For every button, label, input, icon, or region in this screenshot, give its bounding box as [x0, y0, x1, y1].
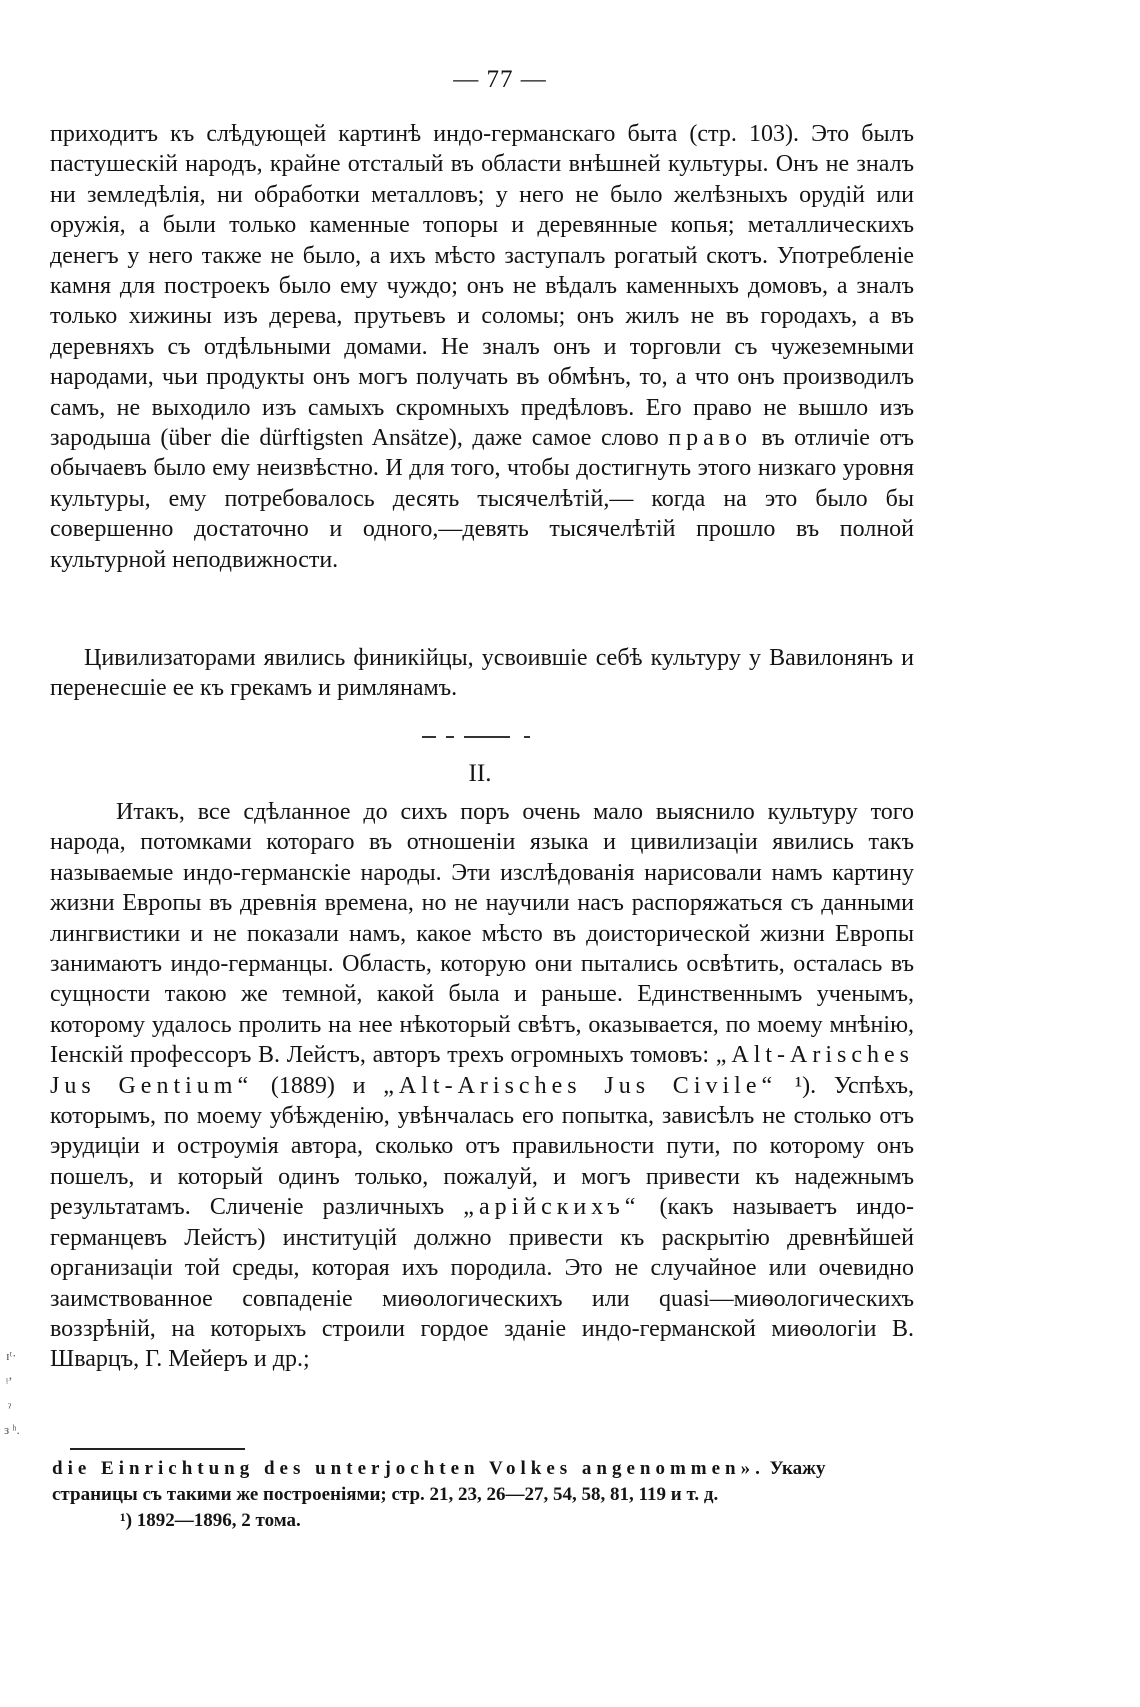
margin-mark: ɪᵗ·	[6, 1348, 17, 1363]
paragraph-3-text-b: Успѣхъ, которымъ, по моему убѣжденію, увѣнчалась его попытка, зависѣлъ не столько отъ эрудиціи и остроумія автора, сколько отъ правильности пути, по которому онъ пошелъ, и который одинъ только, пожалуй, и могъ привести къ надежнымъ результатамъ. Сличеніе различныхъ	[50, 1072, 915, 1221]
footnote-1: ¹) 1892—1896, 2 тома.	[120, 1510, 301, 1531]
spaced-word-pravo: право	[668, 425, 752, 452]
footnote-continuation: Укажу страницы съ такими же построеніями; стр. 21, 23, 26—27, 54, 58, 81, 119 и т. д.	[52, 1458, 826, 1505]
spaced-word-ariyskikh: „арійскихъ“	[463, 1194, 641, 1221]
margin-marks	[0, 1100, 40, 1540]
paragraph-1	[50, 119, 914, 575]
book-title-jus-civile: „Alt-Arisches Jus Civile“	[383, 1072, 778, 1099]
paragraph-1-end: въ отличіе отъ обычаевъ было ему неизвѣстно. И для того, чтобы достигнуть этого низкаго уровня культуры, ему потребовалось десять тысячелѣтій,— когда на это было бы совершенно достаточно и одного,—девять тысячелѣтій прошло въ полной культурной неподвижности.	[50, 425, 915, 573]
footnote-german-quote: die Einrichtung des unterjochten Volkes angenommen».	[52, 1458, 765, 1479]
paragraph-1-text: приходитъ къ слѣдующей картинѣ индо-германскаго быта (стр. 103). Это былъ пастушескій народъ, крайне отсталый въ области внѣшней культуры. Онъ не зналъ ни земледѣлія, ни обработки металловъ; у него не было желѣзныхъ орудій или оружія, а были только каменные топоры и деревянные копья; металлическихъ денегъ у него также не было, а ихъ мѣсто заступалъ рогатый скотъ. Употребленіе камня для построекъ было ему чуждо; онъ не вѣдалъ каменныхъ домовъ, а зналъ только хижины изъ дерева, прутьевъ и соломы; онъ жилъ не въ городахъ, а въ деревняхъ съ отдѣльными домами. Не зналъ онъ и торговли съ чужеземными народами, чьи продукты онъ могъ получать въ обмѣнъ, то, а что онъ производилъ самъ, не выходило изъ самыхъ скромныхъ предѣловъ. Его право не вышло изъ зародыша (über die dürftigsten Ansätze), даже самое слово	[50, 121, 914, 452]
footnote-divider	[70, 1448, 245, 1450]
page-number: — 77 —	[453, 66, 547, 93]
footnotes	[52, 1456, 914, 1534]
book-year: (1889) и	[270, 1072, 366, 1099]
section-heading: II.	[468, 760, 492, 787]
paragraph-2-text: Цивилизаторами явились финикійцы, усвоившіе себѣ культуру у Вавилонянъ и перенесшіе ее къ грекамъ и римлянамъ.	[50, 645, 914, 702]
footnote-reference: ¹).	[794, 1072, 817, 1099]
paragraph-3-text-a: Итакъ, все сдѣланное до сихъ поръ очень мало выяснило культуру того народа, потомками котораго въ отношеніи языка и цивилизаціи явились такъ называемые индо-германскіе народы. Эти изслѣдованія нарисовали намъ картину жизни Европы въ древнія времена, но не научили насъ распоряжаться съ данными лингвистики и не показали намъ, какое мѣсто въ доисторической жизни Европы занимаютъ индо-германцы. Область, которую они пытались освѣтить, осталась въ сущности такою же темной, какой была и раньше. Единственнымъ ученымъ, которому удалось пролить на нее нѣкоторый свѣтъ, оказывается, по моему мнѣнію, Іенскій профессоръ В. Лейстъ, авторъ трехъ огромныхъ томовъ:	[50, 799, 914, 1069]
paragraph-3	[50, 797, 914, 1375]
margin-mark: ᵎʼ	[6, 1374, 13, 1389]
section-separator	[422, 736, 542, 738]
paragraph-3-text-c: (какъ называетъ индо-германцевъ Лейстъ) институцій должно привести къ раскрытію древнѣйшей организаціи той среды, которая ихъ породила. Это не случайное или очевидно заимствованное совпаденіе миѳологическихъ или quasi—миѳологическихъ воззрѣній, на которыхъ строили гордое зданіе индо-германской миѳологіи В. Шварцъ, Г. Мейеръ и др.;	[50, 1194, 915, 1373]
margin-mark: з ʰ.	[4, 1422, 20, 1437]
margin-mark: ˀ	[8, 1400, 12, 1415]
paragraph-2	[50, 643, 914, 704]
book-title-jus-gentium: „Alt-Arisches Jus Gentium“	[50, 1042, 915, 1099]
